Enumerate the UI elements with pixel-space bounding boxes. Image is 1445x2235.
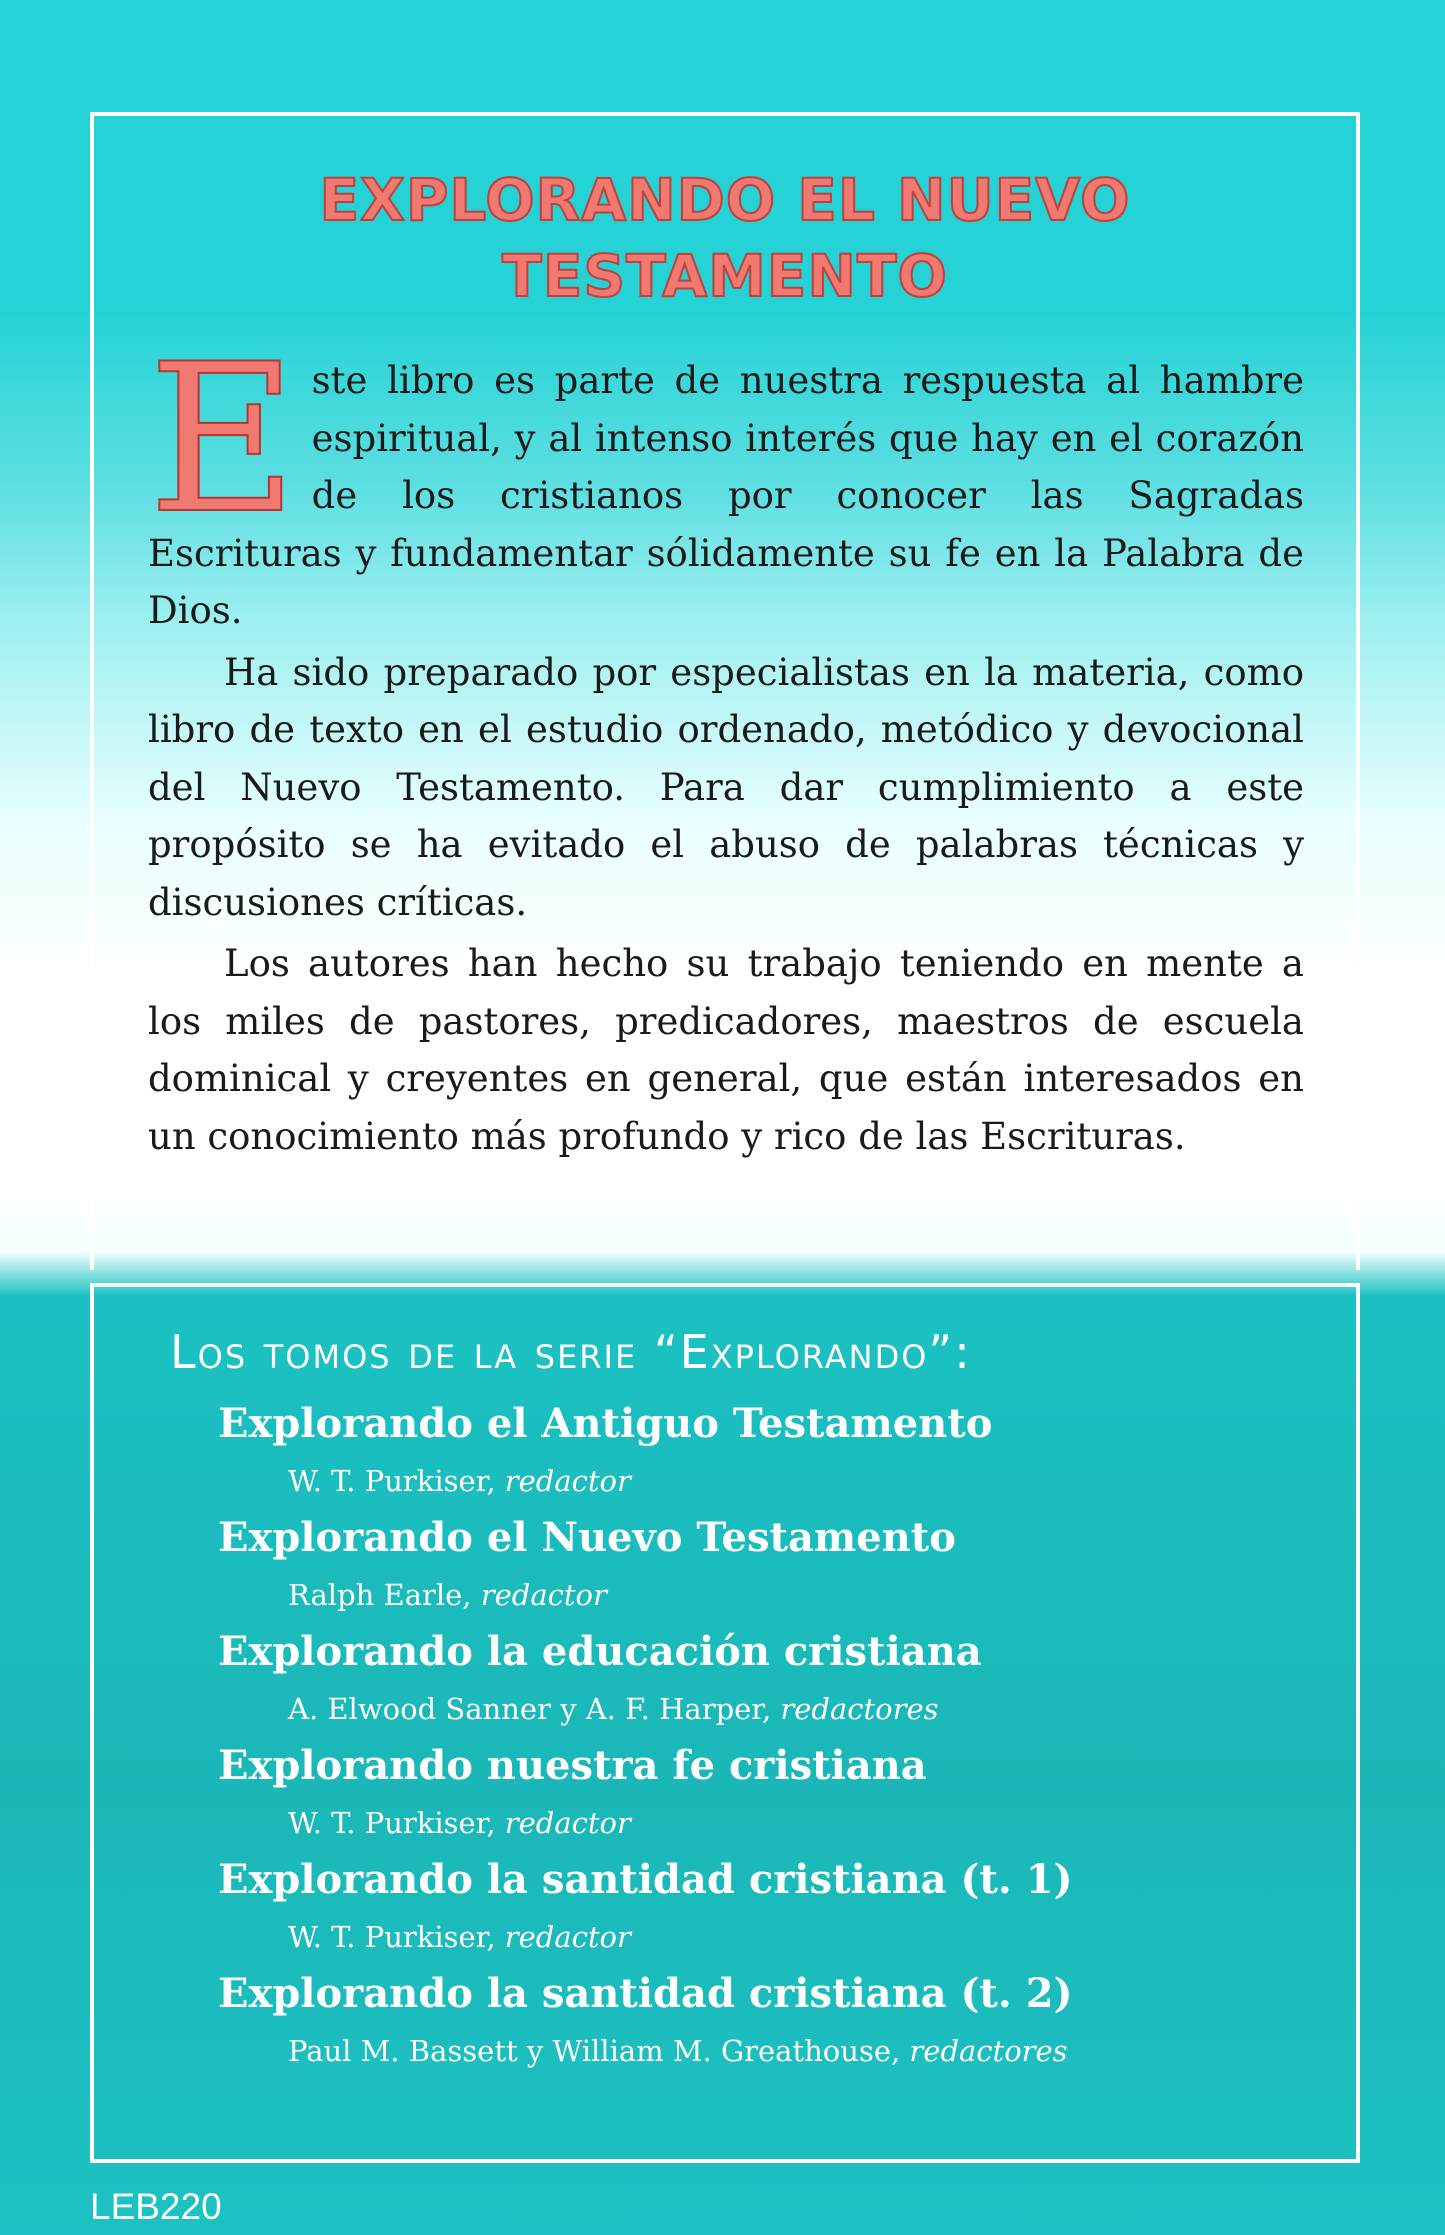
- series-item: [218, 1965, 1338, 2079]
- editor-role: redactor: [480, 1578, 607, 1612]
- editor-name: A. Elwood Sanner y A. F. Harper,: [288, 1692, 772, 1726]
- product-code: LEB220: [90, 2186, 222, 2227]
- book-title: [90, 162, 1360, 314]
- series-item-editor: [288, 1909, 1338, 1965]
- series-list: [218, 1395, 1338, 2079]
- series-item-title: Explorando la educación cristiana: [218, 1628, 982, 1675]
- title-line-1: EXPLORANDO EL NUEVO: [319, 166, 1131, 234]
- editor-name: W. T. Purkiser,: [288, 1806, 496, 1840]
- editor-name: Paul M. Bassett y William M. Greathouse,: [288, 2034, 901, 2068]
- series-item: [218, 1737, 1338, 1851]
- series-item-editor: [288, 1795, 1338, 1851]
- description-block: [148, 321, 1304, 1165]
- series-item-editor: [288, 1567, 1338, 1623]
- editor-name: W. T. Purkiser,: [288, 1920, 496, 1954]
- series-item-editor: [288, 1681, 1338, 1737]
- paragraph-3: Los autores han hecho su trabajo teniendo en mente a los miles de pastores, predicadores, maestros de escuela dominical y creyentes en general, que están interesados en un conocimiento más profundo y rico de las Escrituras.: [148, 942, 1304, 1158]
- editor-name: W. T. Purkiser,: [288, 1464, 496, 1498]
- series-item: [218, 1851, 1338, 1965]
- editor-role: redactores: [909, 2034, 1068, 2068]
- series-item-title: Explorando el Nuevo Testamento: [218, 1514, 956, 1561]
- editor-role: redactores: [780, 1692, 939, 1726]
- series-item-editor: [288, 1453, 1338, 1509]
- editor-role: redactor: [504, 1806, 631, 1840]
- series-item: [218, 1395, 1338, 1509]
- editor-role: redactor: [504, 1464, 631, 1498]
- series-item-title: Explorando la santidad cristiana (t. 1): [218, 1856, 1073, 1903]
- series-item: [218, 1509, 1338, 1623]
- paragraph-1-text: ste libro es parte de nuestra respuesta al hambre espiritual, y al intenso interés que hay en el corazón de los cristianos por conocer las Sagradas Escrituras y fundamentar sólidamente su fe en la Palabra de Dios.: [148, 359, 1304, 632]
- editor-name: Ralph Earle,: [288, 1578, 472, 1612]
- paragraph-1: [148, 321, 1304, 640]
- paragraph-2: Ha sido preparado por especialistas en la materia, como libro de texto en el estudio ordenado, metódico y devocional del Nuevo Testamento. Para dar cumplimiento a este propósito se ha evitado el abuso de palabras técnicas y discusiones críticas.: [148, 650, 1304, 924]
- editor-role: redactor: [504, 1920, 631, 1954]
- series-item: [218, 1623, 1338, 1737]
- series-item-title: Explorando la santidad cristiana (t. 2): [218, 1970, 1073, 2017]
- title-line-2: TESTAMENTO: [502, 242, 948, 310]
- series-item-editor: [288, 2023, 1338, 2079]
- drop-cap: E: [148, 321, 298, 559]
- series-heading: Los tomos de la serie “Explorando”:: [170, 1325, 972, 1379]
- series-item-title: Explorando nuestra fe cristiana: [218, 1742, 927, 1789]
- series-item-title: Explorando el Antiguo Testamento: [218, 1400, 993, 1447]
